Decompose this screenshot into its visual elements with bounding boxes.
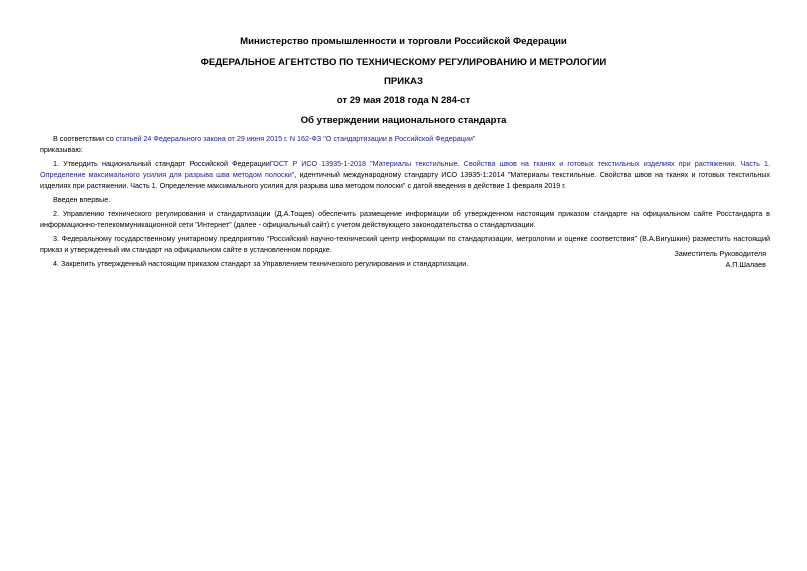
introduced-note: Введен впервые. — [53, 195, 111, 204]
item-4-paragraph: 4. Закрепить утвержденный настоящим приказом стандарт за Управлением технического регулирования и стандартизации. — [53, 259, 469, 268]
item-1-prefix: 1. Утвердить национальный стандарт Российской Федерации — [53, 159, 270, 168]
item-3-paragraph: 3. Федеральному государственному унитарному предприятию "Российский научно-технический центр информации по стандартизации, метрологии и оценке соответствия" (В.А.Вигушкин) разместить настоящий приказ и утвержденный им стандарт на официальном сайте в установленном порядке. — [40, 234, 770, 254]
federal-law-link[interactable]: статьей 24 Федерального закона от 29 июня 2015 г. N 162-ФЗ "О стандартизации в Российской Федерации" — [115, 134, 476, 143]
preamble-prefix: В соответствии со — [53, 134, 116, 143]
gost-standard-link[interactable]: ГОСТ Р ИСО 13935-1-2018 "Материалы текстильные. Свойства швов на тканях и готовых текстильных изделиях при растяжении. Часть 1. Определение максимального усилия для разрыва шва методом полоски" — [40, 159, 770, 179]
order-word: приказываю: — [40, 145, 83, 154]
signatory-position: Заместитель Руководителя — [674, 249, 766, 258]
document-type: ПРИКАЗ — [384, 76, 423, 87]
item-2-paragraph: 2. Управлению технического регулирования и стандартизации (Д.А.Тощев) обеспечить размещение информации об утвержденном настоящим приказом стандарте на официальном сайте Росстандарта в информационно-телекоммуникационной сети "Интернет" (далее - официальный сайт) с учетом действующего законодательства о стандартизации. — [40, 209, 770, 229]
agency-heading: ФЕДЕРАЛЬНОЕ АГЕНТСТВО ПО ТЕХНИЧЕСКОМУ РЕГУЛИРОВАНИЮ И МЕТРОЛОГИИ — [200, 57, 607, 68]
ministry-heading: Министерство промышленности и торговли Российской Федерации — [240, 36, 567, 47]
signature-block — [466, 248, 766, 270]
document-date-number: от 29 мая 2018 года N 284-ст — [336, 95, 471, 106]
preamble-paragraph — [40, 133, 770, 144]
item-1-paragraph — [40, 158, 770, 191]
signatory-name: А.П.Шалаев — [725, 260, 766, 269]
document-title: Об утверждении национального стандарта — [300, 115, 507, 126]
item-1-suffix: , идентичный международному стандарту ИСО 13935-1:2014 "Материалы текстильные. Свойства швов на тканях и готовых текстильных изделиях при растяжении. Часть 1. Определение максимального усилия для разрыва шва методом полоски" с датой введения в действие 1 февраля 2019 г. — [40, 170, 770, 190]
